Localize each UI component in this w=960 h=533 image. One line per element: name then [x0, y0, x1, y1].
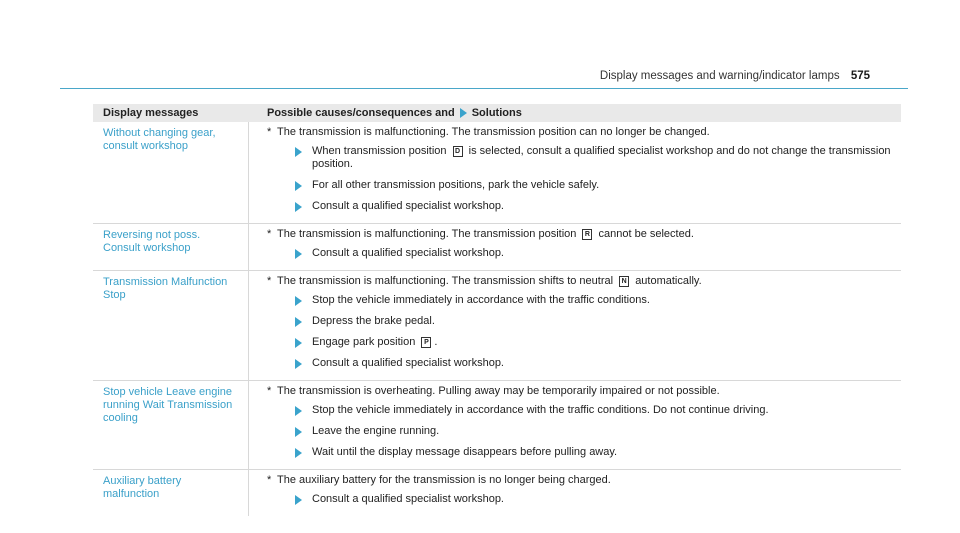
solution-item [295, 247, 901, 260]
solution-item [295, 315, 901, 328]
header-rule [60, 88, 908, 89]
table-row [93, 122, 901, 224]
cause-text: The transmission is malfunctioning. The transmission position can no longer be changed. [277, 126, 710, 138]
display-message: Transmission Malfunction Stop [93, 271, 249, 380]
arrow-right-icon [460, 108, 467, 118]
solution-text: Consult a qualified specialist workshop. [312, 493, 504, 505]
cause-item: * The transmission is malfunctioning. The transmission position can no longer be changed. [267, 126, 710, 138]
solution-item [295, 145, 901, 171]
arrow-right-icon [295, 448, 302, 458]
solution-item [295, 425, 901, 438]
solution-text: Stop the vehicle immediately in accordance with the traffic conditions. Do not continue driving. [312, 404, 769, 416]
arrow-right-icon [295, 317, 302, 327]
cause-text: The transmission is overheating. Pulling away may be temporarily impaired or not possible. [277, 385, 720, 397]
arrow-right-icon [295, 181, 302, 191]
solution-text: is selected, consult a qualified specialist workshop and do not change the transmission position. [312, 145, 891, 170]
transmission-r-icon: R [582, 229, 592, 240]
causes-solutions [249, 122, 901, 223]
column-header-causes [249, 107, 901, 119]
arrow-right-icon [295, 359, 302, 369]
cause-text: The auxiliary battery for the transmission is no longer being charged. [277, 474, 611, 486]
arrow-right-icon [295, 147, 302, 157]
solution-item [295, 446, 901, 459]
solution-text: Depress the brake pedal. [312, 315, 435, 327]
solution-text: Stop the vehicle immediately in accordance with the traffic conditions. [312, 294, 650, 306]
cause-item: * The transmission is overheating. Pulling away may be temporarily impaired or not possible. [267, 385, 720, 397]
transmission-p-icon: P [421, 337, 431, 348]
solution-text: When transmission position [312, 145, 447, 157]
cause-item: * The transmission is malfunctioning. The transmission position R cannot be selected. [267, 228, 694, 240]
arrow-right-icon [295, 249, 302, 259]
solution-text: Engage park position [312, 336, 416, 348]
arrow-right-icon [295, 406, 302, 416]
arrow-right-icon [295, 495, 302, 505]
arrow-right-icon [295, 427, 302, 437]
column-header-solutions-label: Solutions [471, 107, 522, 119]
page-header [0, 0, 960, 96]
solution-text: Consult a qualified specialist workshop. [312, 247, 504, 259]
transmission-d-icon: D [453, 146, 463, 157]
section-title: Display messages and warning/indicator lamps [599, 70, 840, 82]
table-row [93, 381, 901, 470]
solution-text: Consult a qualified specialist workshop. [312, 200, 504, 212]
cause-item: * The transmission is malfunctioning. The transmission shifts to neutral N automatically. [267, 275, 702, 287]
solution-text: . [434, 336, 438, 348]
table-row [93, 224, 901, 271]
solution-text: For all other transmission positions, park the vehicle safely. [312, 179, 600, 191]
cause-text: automatically. [635, 275, 702, 287]
transmission-n-icon: N [619, 276, 629, 287]
display-message: Auxiliary battery malfunction [93, 470, 249, 516]
solution-item [295, 179, 901, 192]
column-header-messages: Display messages [103, 107, 199, 119]
solution-text: Leave the engine running. [312, 425, 440, 437]
display-message: Reversing not poss. Consult workshop [93, 224, 249, 270]
causes-solutions [249, 381, 901, 469]
display-message: Stop vehicle Leave engine running Wait Transmission cooling [93, 381, 249, 469]
solution-item [295, 294, 901, 307]
table-row [93, 470, 901, 516]
causes-solutions [249, 271, 901, 380]
column-header-causes-label: Possible causes/consequences and [267, 107, 455, 119]
page-number: 575 [850, 70, 870, 82]
causes-solutions [249, 470, 901, 516]
arrow-right-icon [295, 202, 302, 212]
cause-text: cannot be selected. [598, 228, 694, 240]
solution-item [295, 493, 901, 506]
display-message: Without changing gear, consult workshop [93, 122, 249, 223]
causes-solutions [249, 224, 901, 270]
cause-item: * The auxiliary battery for the transmission is no longer being charged. [267, 474, 611, 486]
table-row [93, 271, 901, 381]
arrow-right-icon [295, 338, 302, 348]
solution-item [295, 404, 901, 417]
running-header [600, 70, 870, 82]
solution-item [295, 357, 901, 370]
cause-text: The transmission is malfunctioning. The transmission position [277, 228, 577, 240]
cause-text: The transmission is malfunctioning. The transmission shifts to neutral [277, 275, 614, 287]
solution-text: Wait until the display message disappears before pulling away. [312, 446, 618, 458]
display-messages-table [93, 104, 901, 516]
arrow-right-icon [295, 296, 302, 306]
solution-item [295, 200, 901, 213]
table-header [93, 104, 901, 122]
solution-item [295, 336, 901, 349]
solution-text: Consult a qualified specialist workshop. [312, 357, 504, 369]
